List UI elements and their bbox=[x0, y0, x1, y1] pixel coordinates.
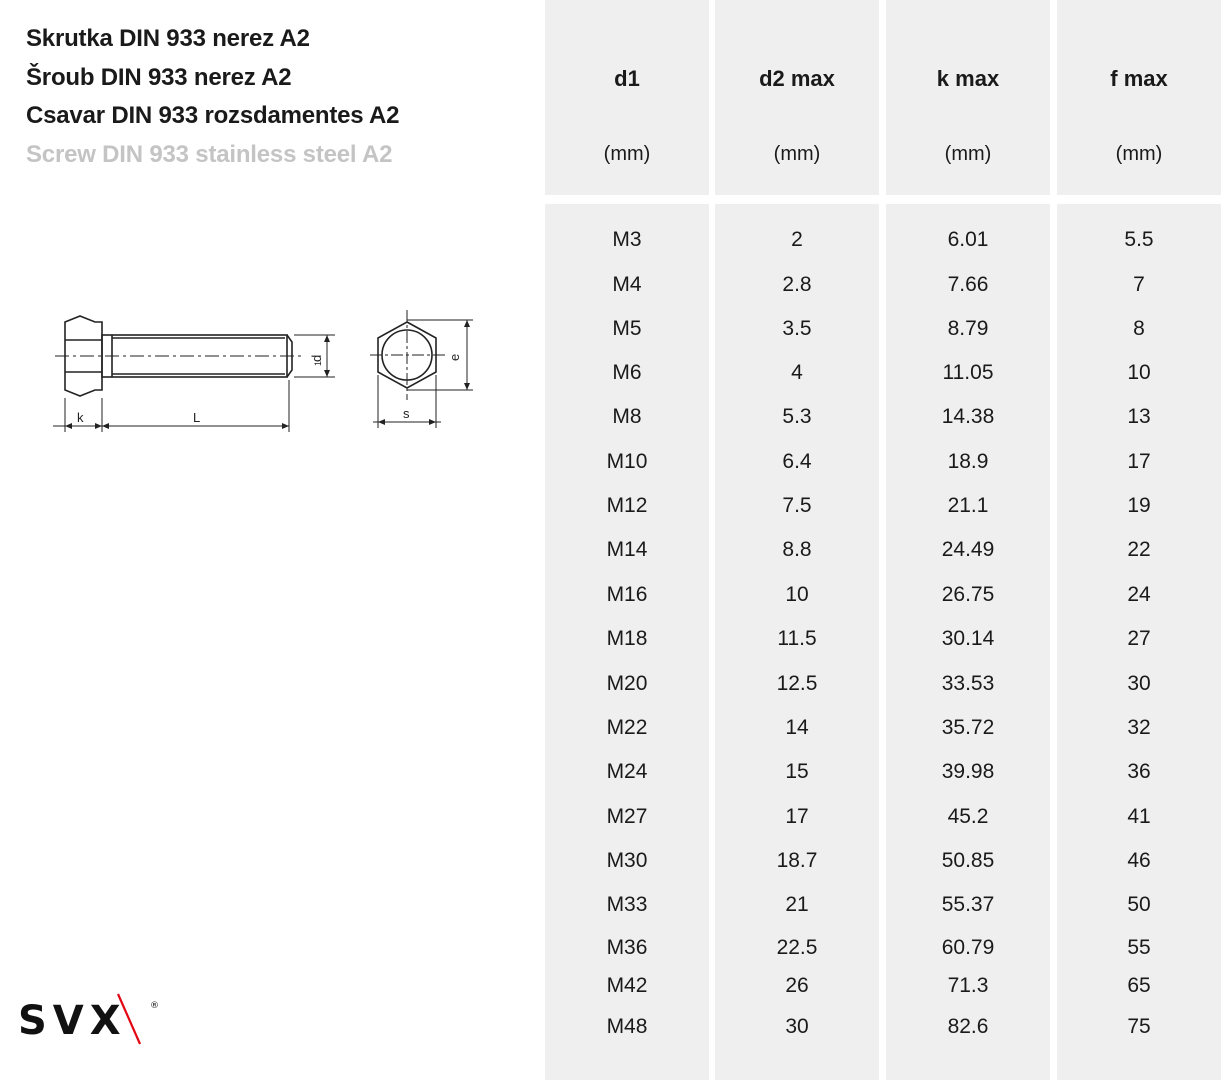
table-cell: 3.5 bbox=[782, 317, 812, 340]
table-cell: 22 bbox=[1127, 538, 1151, 561]
logo-registered-mark: ® bbox=[150, 1001, 159, 1011]
column-header-label: f max bbox=[1110, 66, 1168, 91]
column-header-unit: (mm) bbox=[1115, 143, 1163, 165]
svx-logo bbox=[16, 990, 166, 1046]
label-k: k bbox=[77, 410, 84, 425]
table-cell: 30 bbox=[1127, 672, 1151, 695]
table-cell: M18 bbox=[606, 627, 648, 650]
table-cell: 7.66 bbox=[947, 273, 989, 296]
column-header-label: k max bbox=[936, 66, 1000, 91]
label-s: s bbox=[403, 406, 410, 421]
table-cell: 6.4 bbox=[782, 450, 812, 473]
table-cell: 41 bbox=[1127, 805, 1151, 828]
table-cell: M16 bbox=[606, 583, 648, 606]
table-cell: 13 bbox=[1127, 405, 1151, 428]
table-cell: 2.8 bbox=[782, 273, 812, 296]
table-cell: 32 bbox=[1127, 716, 1151, 739]
column-header-label: d1 bbox=[614, 66, 640, 91]
column-header-unit: (mm) bbox=[603, 143, 651, 165]
table-cell: M5 bbox=[612, 317, 642, 340]
table-cell: 17 bbox=[785, 805, 809, 828]
table-cell: 6.01 bbox=[947, 228, 989, 251]
logo-text: SVX bbox=[18, 998, 127, 1044]
table-cell: 14.38 bbox=[941, 405, 995, 428]
table-cell: 75 bbox=[1127, 1015, 1151, 1038]
header-cell bbox=[545, 0, 709, 195]
table-cell: 55.37 bbox=[941, 893, 995, 916]
title-czech: Šroub DIN 933 nerez A2 bbox=[26, 63, 292, 91]
table-cell: 71.3 bbox=[947, 974, 989, 997]
table-cell: 7.5 bbox=[782, 494, 812, 517]
table-cell: 24.49 bbox=[941, 538, 995, 561]
table-cell: 30 bbox=[785, 1015, 809, 1038]
table-cell: M48 bbox=[606, 1015, 648, 1038]
screw-technical-drawing bbox=[45, 300, 485, 440]
column-body bbox=[715, 204, 879, 1080]
table-cell: 26 bbox=[785, 974, 809, 997]
table-cell: 30.14 bbox=[941, 627, 995, 650]
table-cell: 65 bbox=[1127, 974, 1151, 997]
table-cell: M3 bbox=[612, 228, 642, 251]
table-cell: 55 bbox=[1127, 936, 1151, 959]
table-cell: 22.5 bbox=[776, 936, 818, 959]
column-body bbox=[886, 204, 1050, 1080]
table-cell: 21 bbox=[785, 893, 809, 916]
table-cell: 12.5 bbox=[776, 672, 818, 695]
table-cell: 45.2 bbox=[947, 805, 989, 828]
table-cell: 36 bbox=[1127, 760, 1151, 783]
table-cell: M42 bbox=[606, 974, 648, 997]
label-d1: d bbox=[309, 354, 324, 362]
table-cell: 7 bbox=[1133, 273, 1145, 296]
table-cell: M22 bbox=[606, 716, 648, 739]
table-cell: 10 bbox=[1127, 361, 1151, 384]
table-cell: 21.1 bbox=[947, 494, 989, 517]
table-cell: 19 bbox=[1127, 494, 1151, 517]
table-cell: 27 bbox=[1127, 627, 1151, 650]
table-cell: M30 bbox=[606, 849, 648, 872]
header-cell bbox=[715, 0, 879, 195]
table-cell: 60.79 bbox=[941, 936, 995, 959]
table-cell: M36 bbox=[606, 936, 648, 959]
table-cell: M8 bbox=[612, 405, 642, 428]
table-cell: 14 bbox=[785, 716, 809, 739]
table-cell: 35.72 bbox=[941, 716, 995, 739]
column-body bbox=[1057, 204, 1221, 1080]
table-cell: 8 bbox=[1133, 317, 1145, 340]
column-body bbox=[545, 204, 709, 1080]
table-cell: 4 bbox=[791, 361, 803, 384]
title-hungarian: Csavar DIN 933 rozsdamentes A2 bbox=[26, 102, 400, 129]
table-cell: 39.98 bbox=[941, 760, 995, 783]
label-e: e bbox=[447, 353, 462, 361]
table-cell: 33.53 bbox=[941, 672, 995, 695]
table-cell: M6 bbox=[612, 361, 642, 384]
table-cell: 18.7 bbox=[776, 849, 818, 872]
table-cell: 46 bbox=[1127, 849, 1151, 872]
table-cell: 8.79 bbox=[947, 317, 989, 340]
table-cell: 18.9 bbox=[947, 450, 989, 473]
header-cell bbox=[886, 0, 1050, 195]
table-cell: M27 bbox=[606, 805, 648, 828]
table-cell: 50.85 bbox=[941, 849, 995, 872]
title-block bbox=[26, 20, 399, 174]
column-header-unit: (mm) bbox=[773, 143, 821, 165]
table-cell: 82.6 bbox=[947, 1015, 989, 1038]
title-slovak: Skrutka DIN 933 nerez A2 bbox=[26, 25, 310, 52]
table-cell: 26.75 bbox=[941, 583, 995, 606]
table-cell: M33 bbox=[606, 893, 648, 916]
table-cell: M14 bbox=[606, 538, 648, 561]
table-cell: 11.05 bbox=[942, 361, 994, 384]
dimension-table bbox=[545, 0, 1222, 1080]
table-cell: 5.5 bbox=[1124, 228, 1154, 251]
table-cell: 24 bbox=[1127, 583, 1151, 606]
table-cell: M20 bbox=[606, 672, 648, 695]
column-header-label: d2 max bbox=[759, 66, 835, 91]
table-cell: M10 bbox=[606, 450, 648, 473]
table-cell: 8.8 bbox=[782, 538, 812, 561]
title-english: Screw DIN 933 stainless steel A2 bbox=[26, 140, 393, 168]
table-cell: 17 bbox=[1127, 450, 1151, 473]
label-L: L bbox=[193, 410, 201, 425]
label-d1-sub: 1 bbox=[313, 360, 323, 366]
table-cell: 50 bbox=[1127, 893, 1151, 916]
table-cell: 10 bbox=[785, 583, 809, 606]
table-cell: M24 bbox=[606, 760, 648, 783]
table-cell: 5.3 bbox=[782, 405, 812, 428]
table-cell: M12 bbox=[606, 494, 648, 517]
column-header-unit: (mm) bbox=[944, 143, 992, 165]
table-cell: 11.5 bbox=[777, 627, 817, 650]
table-cell: 2 bbox=[791, 228, 803, 251]
table-cell: 15 bbox=[785, 760, 809, 783]
table-cell: M4 bbox=[612, 273, 642, 296]
header-cell bbox=[1057, 0, 1221, 195]
